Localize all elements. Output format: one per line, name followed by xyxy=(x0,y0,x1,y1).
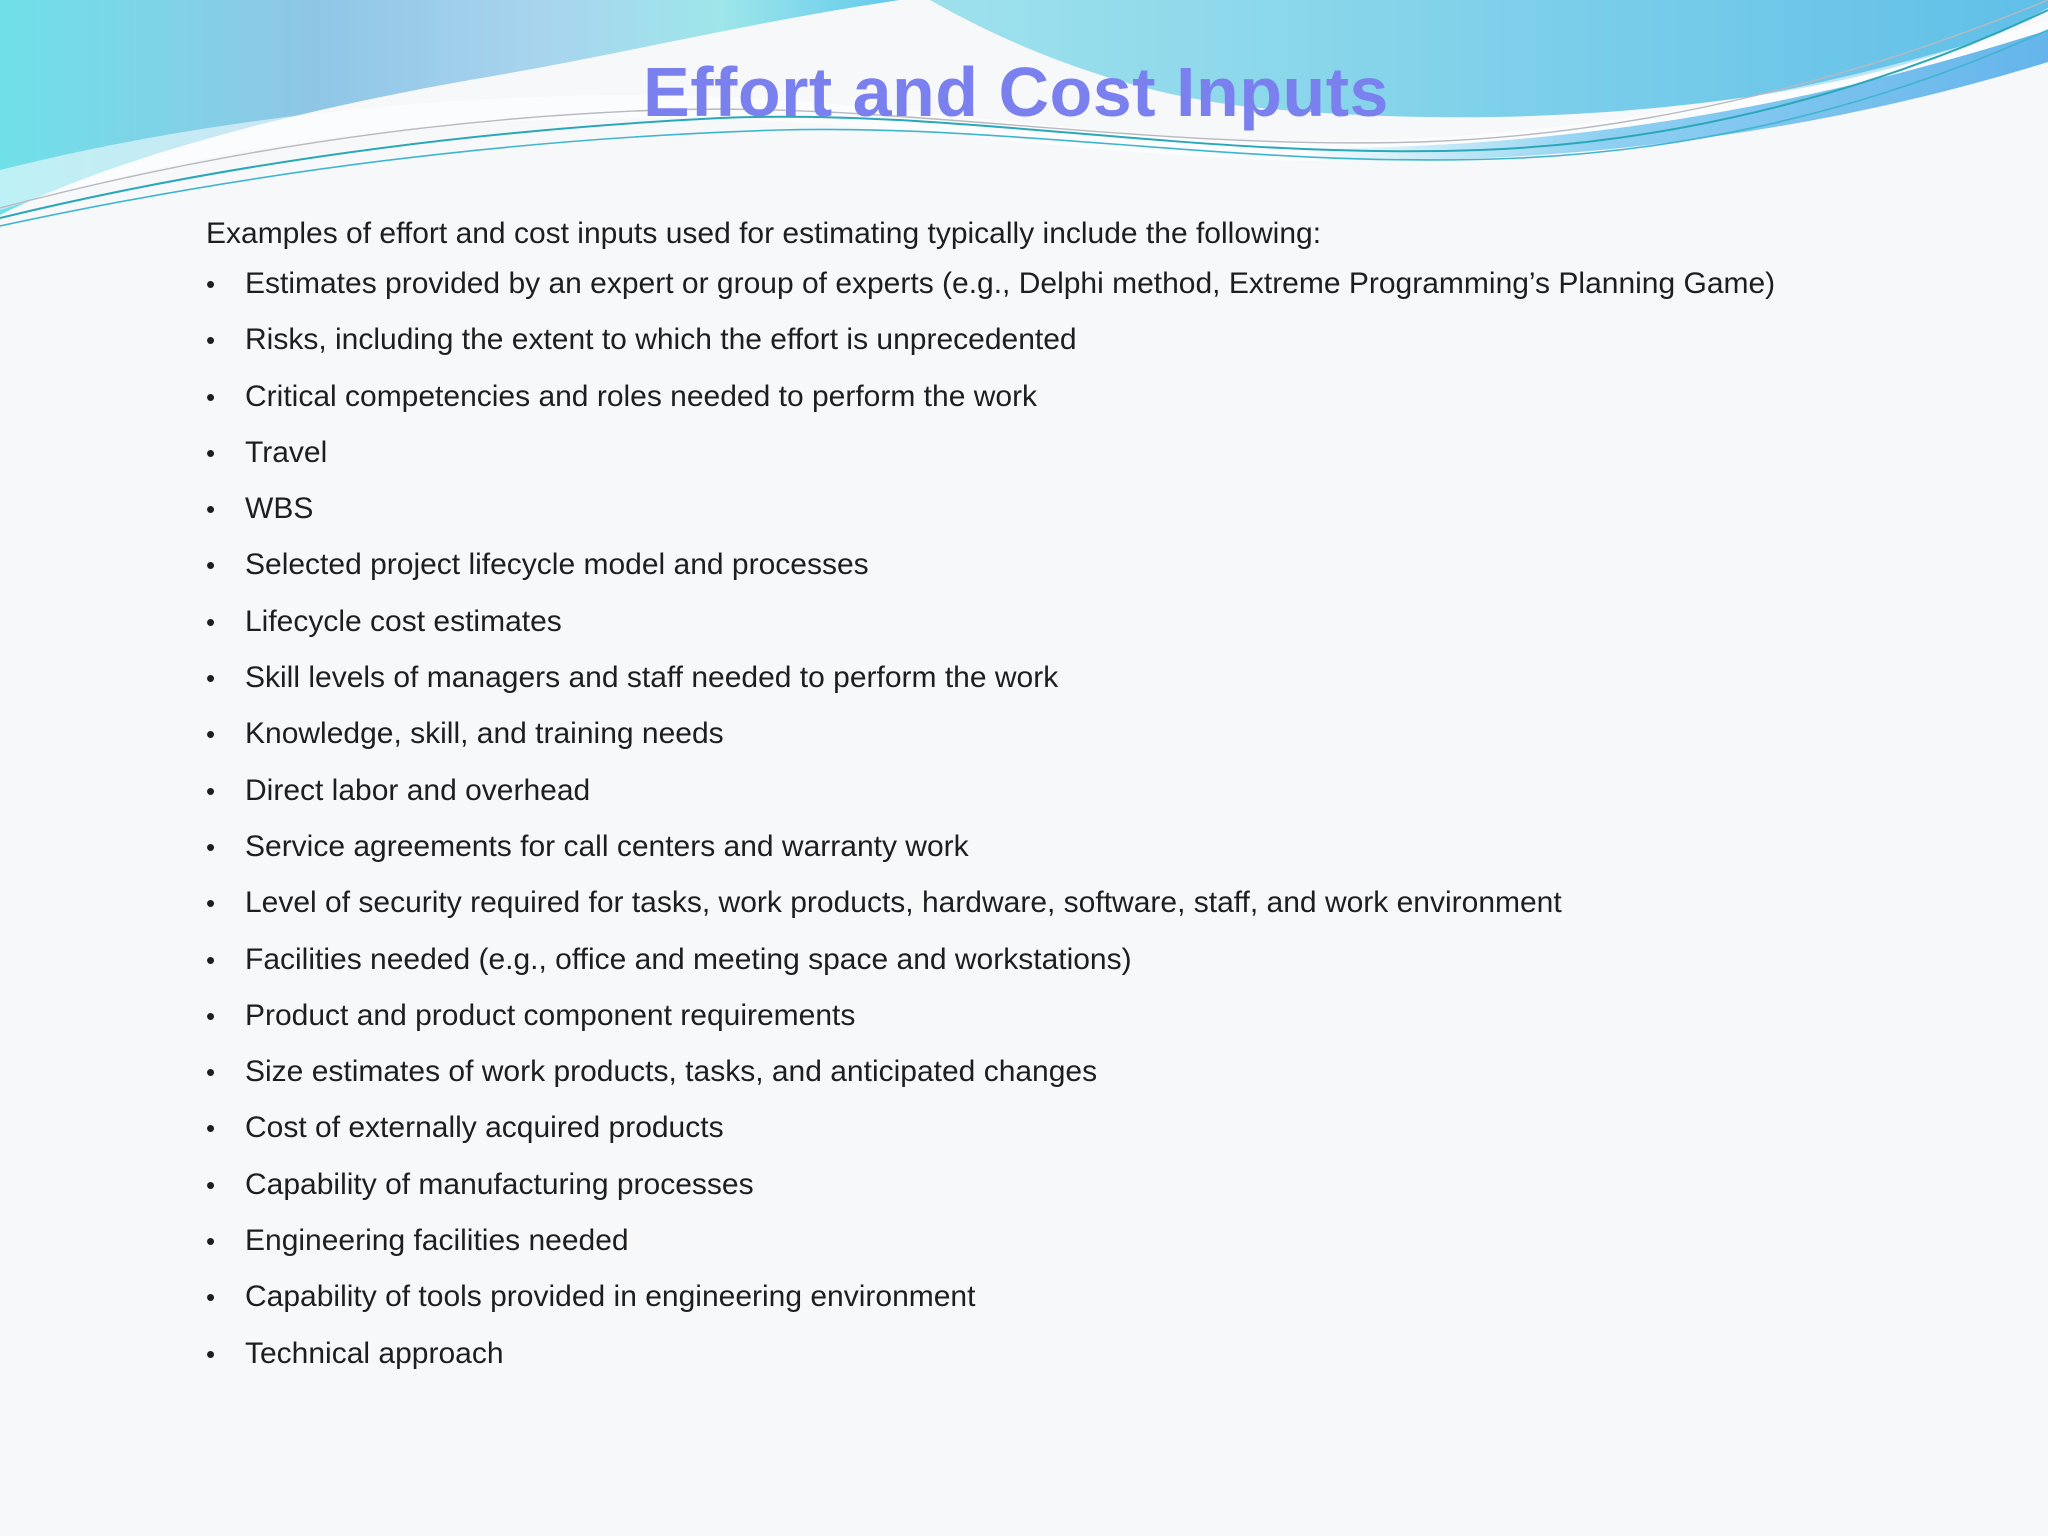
bullet-text: Skill levels of managers and staff needed to perform the work xyxy=(245,661,1059,695)
list-item xyxy=(206,885,1986,941)
bullet-text: Knowledge, skill, and training needs xyxy=(245,717,724,751)
list-item xyxy=(206,716,1986,772)
slide-title: Effort and Cost Inputs xyxy=(643,53,1389,131)
slide-body xyxy=(206,216,1986,1392)
bullet-icon: • xyxy=(206,888,216,919)
bullet-icon: • xyxy=(206,437,216,468)
bullet-icon: • xyxy=(206,1169,216,1200)
bullet-list xyxy=(206,266,1986,1392)
bullet-text: Product and product component requirements xyxy=(245,998,856,1032)
bullet-text: Estimates provided by an expert or group of experts (e.g., Delphi method, Extreme Programming’s Planning Game) xyxy=(245,267,1776,300)
bullet-icon: • xyxy=(206,775,216,806)
bullet-text: Selected project lifecycle model and processes xyxy=(245,548,869,582)
bullet-text: WBS xyxy=(245,492,314,526)
bullet-text: Size estimates of work products, tasks, and anticipated changes xyxy=(245,1055,1098,1089)
bullet-icon: • xyxy=(206,606,216,637)
bullet-text: Facilities needed (e.g., office and meeting space and workstations) xyxy=(245,942,1132,976)
list-item xyxy=(206,1054,1986,1110)
bullet-text: Engineering facilities needed xyxy=(245,1224,629,1258)
bullet-text: Travel xyxy=(245,435,328,469)
list-item xyxy=(206,660,1986,716)
list-item xyxy=(206,1167,1986,1223)
bullet-text: Risks, including the extent to which the effort is unprecedented xyxy=(245,323,1077,357)
bullet-icon: • xyxy=(206,381,216,412)
bullet-icon: • xyxy=(206,550,216,581)
bullet-icon: • xyxy=(206,1282,216,1313)
list-item xyxy=(206,1223,1986,1279)
list-item xyxy=(206,1110,1986,1166)
list-item xyxy=(206,998,1986,1054)
bullet-icon: • xyxy=(206,494,216,525)
bullet-icon: • xyxy=(206,325,216,356)
bullet-text: Direct labor and overhead xyxy=(245,773,591,807)
bullet-icon: • xyxy=(206,1226,216,1257)
list-item xyxy=(206,604,1986,660)
list-item xyxy=(206,942,1986,998)
list-item xyxy=(206,322,1986,378)
list-item xyxy=(206,1336,1986,1392)
list-item xyxy=(206,1279,1986,1335)
bullet-icon: • xyxy=(206,719,216,750)
list-item xyxy=(206,829,1986,885)
list-item xyxy=(206,547,1986,603)
intro-text: Examples of effort and cost inputs used for estimating typically include the following: xyxy=(206,217,1322,250)
bullet-icon: • xyxy=(206,831,216,862)
bullet-icon: • xyxy=(206,1113,216,1144)
list-item xyxy=(206,379,1986,435)
bullet-icon: • xyxy=(206,1338,216,1369)
bullet-icon: • xyxy=(206,944,216,975)
bullet-text: Service agreements for call centers and warranty work xyxy=(245,829,969,863)
bullet-text: Capability of tools provided in engineering environment xyxy=(245,1280,976,1314)
bullet-text: Level of security required for tasks, work products, hardware, software, staff, and work environment xyxy=(245,886,1562,920)
list-item xyxy=(206,435,1986,491)
list-item xyxy=(206,266,1986,322)
bullet-icon: • xyxy=(206,1000,216,1031)
bullet-text: Capability of manufacturing processes xyxy=(245,1167,754,1201)
bullet-text: Lifecycle cost estimates xyxy=(245,604,562,638)
bullet-text: Technical approach xyxy=(245,1336,504,1370)
bullet-text: Critical competencies and roles needed to perform the work xyxy=(245,379,1038,413)
list-item xyxy=(206,491,1986,547)
bullet-text: Cost of externally acquired products xyxy=(245,1111,724,1145)
bullet-icon: • xyxy=(206,269,216,299)
list-item xyxy=(206,773,1986,829)
bullet-icon: • xyxy=(206,1057,216,1088)
bullet-icon: • xyxy=(206,663,216,694)
